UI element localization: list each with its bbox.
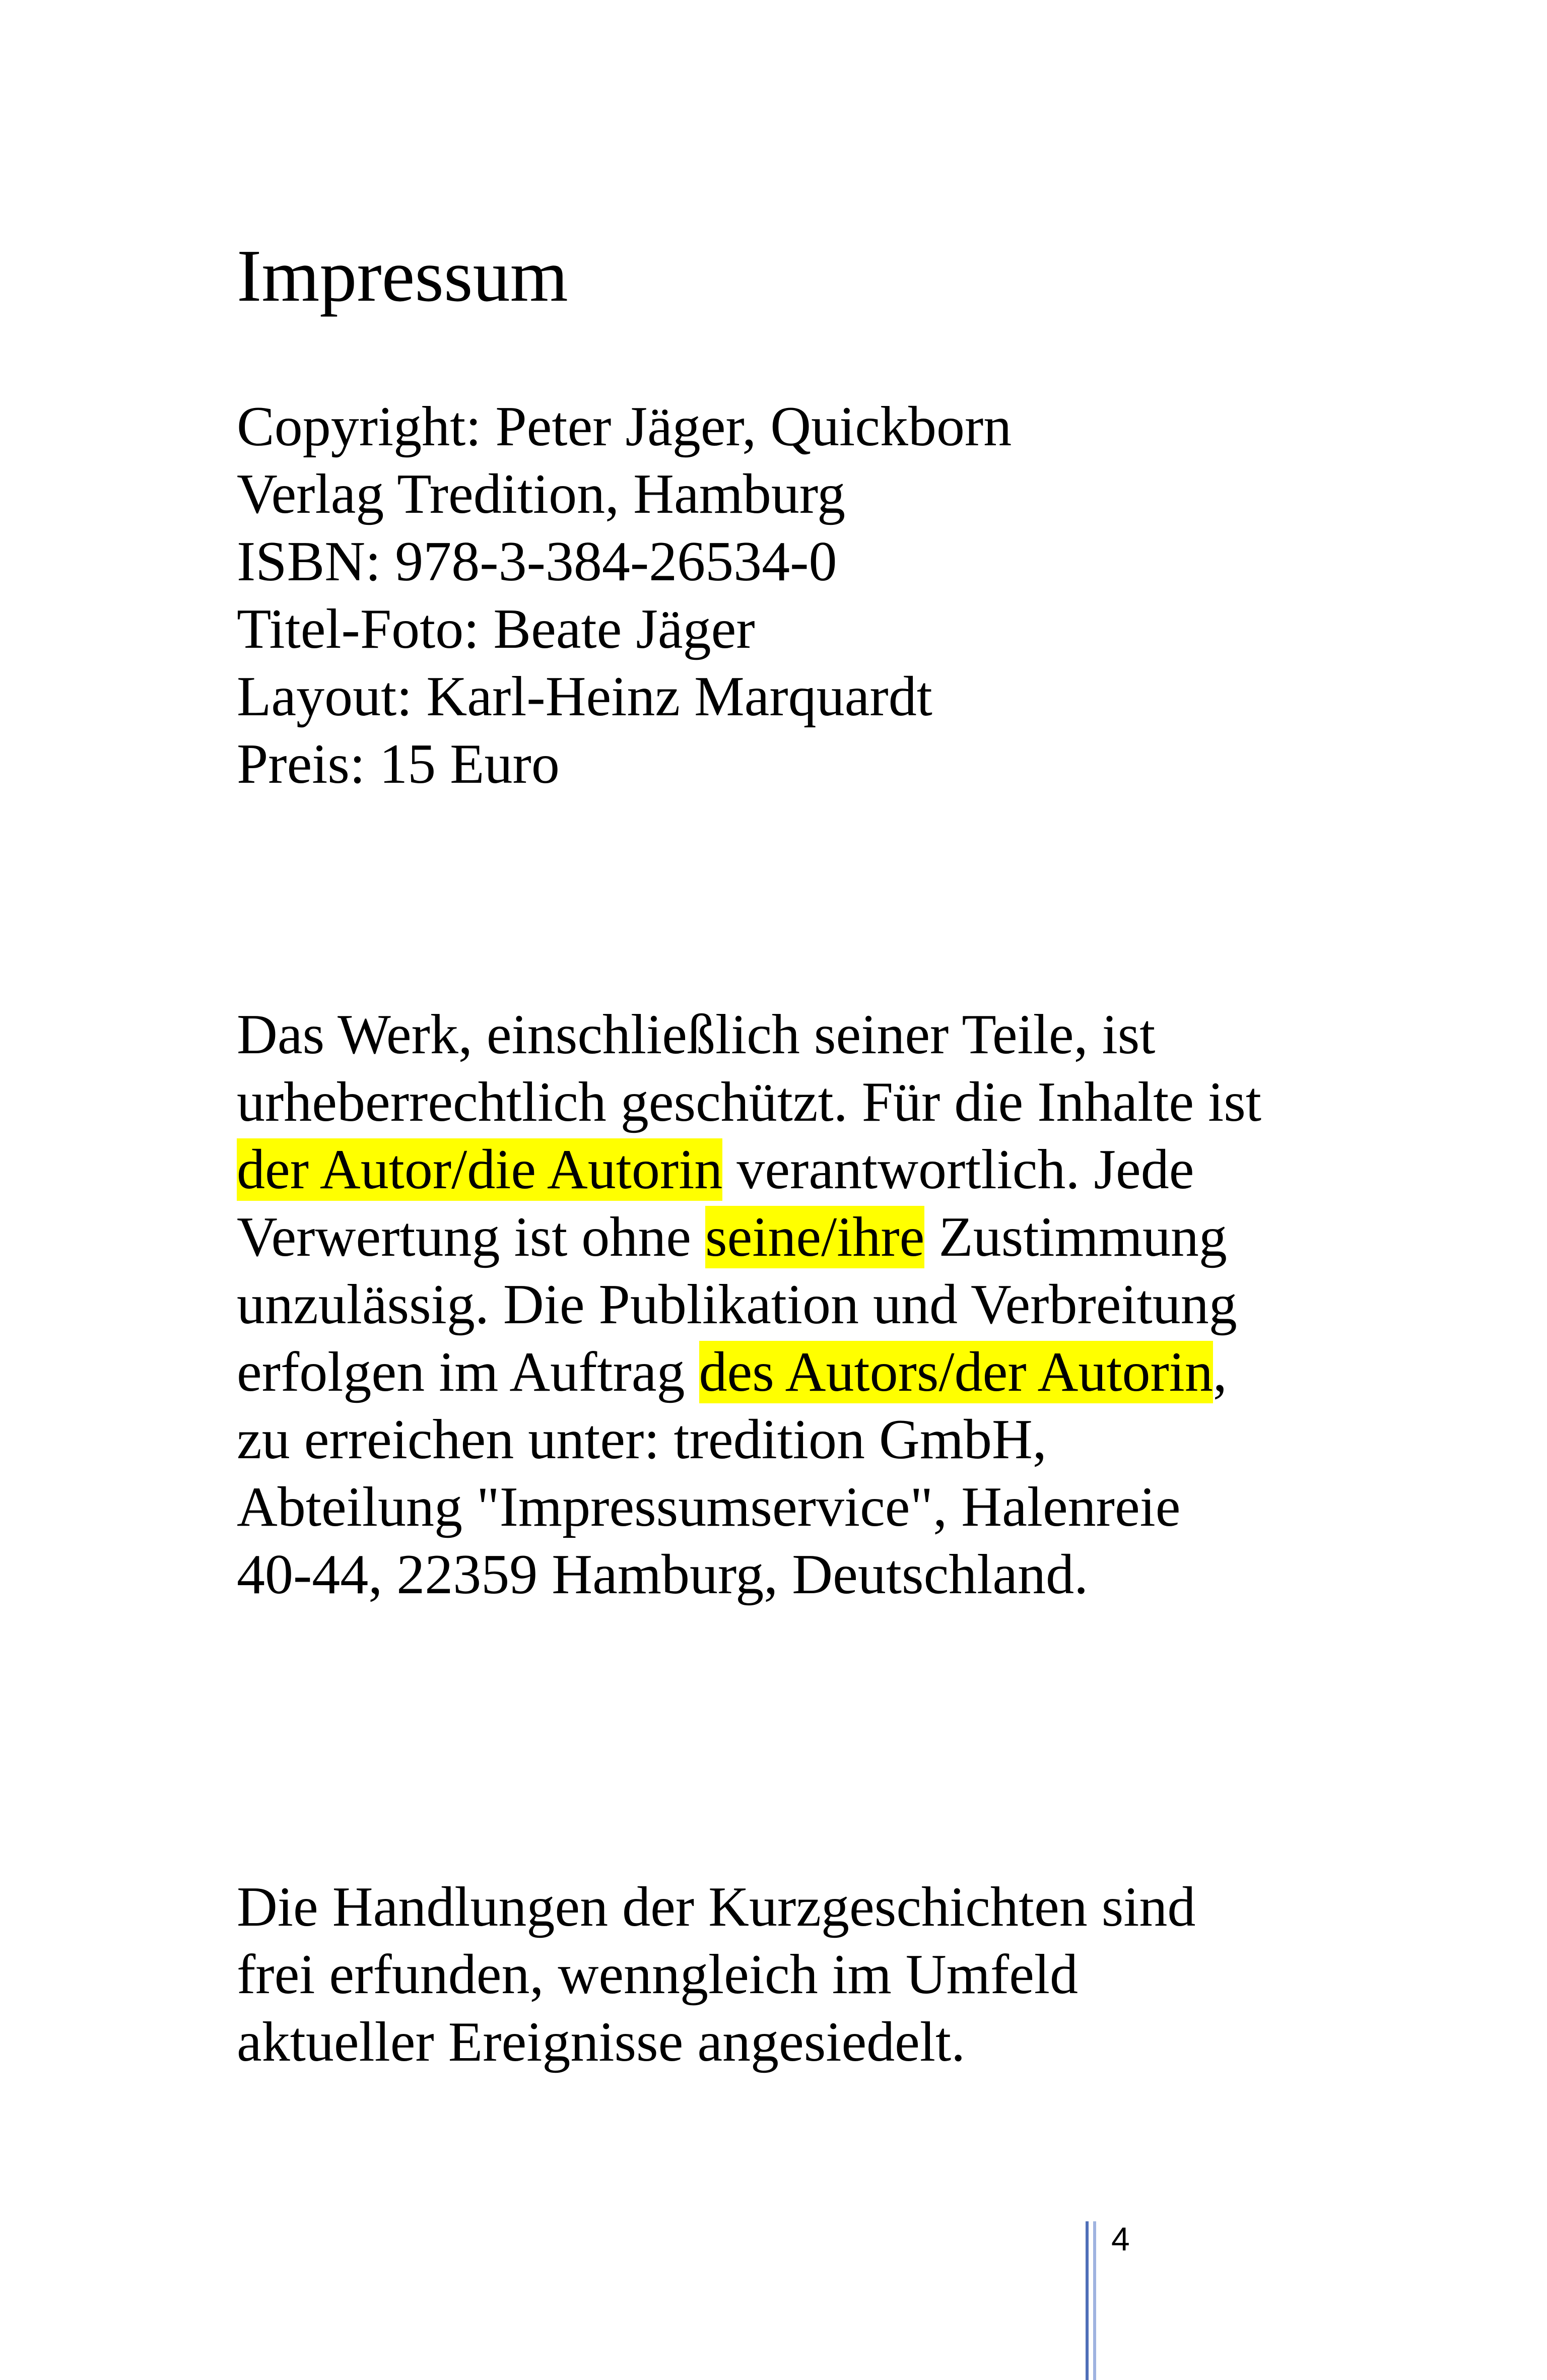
disclaimer-line: aktueller Ereignisse angesiedelt. xyxy=(237,2011,966,2073)
price-line: Preis: 15 Euro xyxy=(237,733,560,795)
notice-line: zu erreichen unter: tredition GmbH, xyxy=(237,1408,1047,1471)
notice-line: Das Werk, einschließlich seiner Teile, ist xyxy=(237,1003,1156,1066)
page-number: 4 xyxy=(1111,2220,1130,2258)
notice-text: Zustimmung xyxy=(924,1206,1227,1268)
highlighted-text: der Autor/die Autorin xyxy=(237,1138,723,1201)
isbn-line: ISBN: 978-3-384-26534-0 xyxy=(237,530,837,593)
notice-line xyxy=(237,1136,1261,1203)
notice-line xyxy=(237,1203,1261,1271)
notice-text: verantwortlich. Jede xyxy=(722,1138,1194,1201)
notice-line: urheberrechtlich geschützt. Für die Inhalte ist xyxy=(237,1071,1261,1133)
copyright-line: Copyright: Peter Jäger, Quickborn xyxy=(237,395,1012,458)
disclaimer-line: frei erfunden, wenngleich im Umfeld xyxy=(237,1943,1079,2006)
notice-line: Abteilung "Impressumservice", Halenreie xyxy=(237,1476,1181,1538)
publisher-line: Verlag Tredition, Hamburg xyxy=(237,463,846,525)
copyright-notice xyxy=(237,1001,1261,1608)
page-title: Impressum xyxy=(237,235,568,317)
imprint-details xyxy=(237,393,1012,798)
fiction-disclaimer xyxy=(237,1873,1195,2076)
notice-text: erfolgen im Auftrag xyxy=(237,1341,699,1403)
layout-line: Layout: Karl-Heinz Marquardt xyxy=(237,665,932,728)
notice-line: 40-44, 22359 Hamburg, Deutschland. xyxy=(237,1543,1089,1606)
notice-line xyxy=(237,1338,1261,1406)
notice-line: unzulässig. Die Publikation und Verbreitung xyxy=(237,1273,1237,1336)
cover-photo-line: Titel-Foto: Beate Jäger xyxy=(237,598,755,660)
highlighted-text: seine/ihre xyxy=(705,1206,925,1268)
disclaimer-line: Die Handlungen der Kurzgeschichten sind xyxy=(237,1876,1196,1938)
page-margin-rule xyxy=(1086,2221,1089,2380)
page-margin-rule xyxy=(1093,2221,1096,2380)
notice-text: , xyxy=(1213,1341,1227,1403)
notice-text: Verwertung ist ohne xyxy=(237,1206,706,1268)
highlighted-text: des Autors/der Autorin xyxy=(699,1341,1213,1403)
